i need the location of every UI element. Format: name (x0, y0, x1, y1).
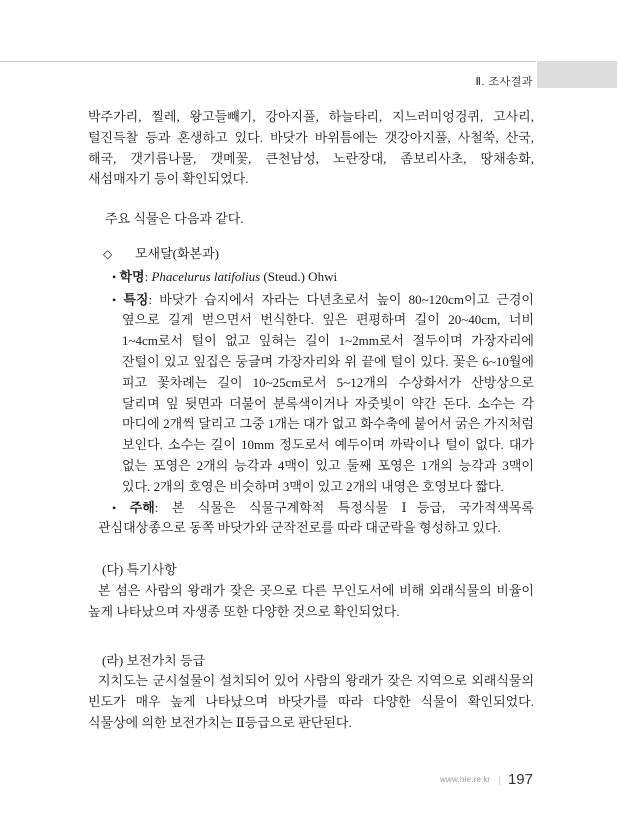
lead-sentence: 주요 식물은 다음과 같다. (105, 211, 244, 227)
section-body-da: 본 섬은 사람의 왕래가 잦은 곳으로 다른 무인도서에 비해 외래식물의 비율이 높게 나타났으며 자생종 또한 다양한 것으로 확인되었다. (88, 582, 534, 619)
scientific-name-author: (Steud.) Ohwi (260, 268, 338, 284)
note-label: 주해 (129, 499, 155, 515)
note-item (88, 498, 534, 540)
footer-separator: | (498, 774, 501, 785)
features-item (88, 290, 534, 498)
scientific-name-latin: Phacelurus latifolius (151, 268, 261, 284)
features-text: 바닷가 습지에서 자라는 다년초로서 높이 80~120cm이고 근경이 옆으로 길게 벋으면서 번식한다. 잎은 편평하며 길이 20~40cm, 너비 1~4cm로서 털이 없고 잎혀는 길이 1~2mm로서 절두이며 가장자리에 잔털이 있고 잎집은 둥글며 가장자리와 위 끝에 털이 있다. 꽃은 6~10월에 피고 꽃차례는 길이 10~25cm로서 5~12개의 수상화서가 산방상으로 달리며 잎 뒷면과 더불어 분록색이거나 자줏빛이 약간 돈다. 소수는 각 마디에 2개씩 달리고 그중 1개는 대가 없고 화수축에 붙어서 굵은 가지처럼 보인다. 소수는 길이 10mm 정도로서 예두이며 까락이나 털이 없다. 대가 없는 포영은 2개의 능각과 4맥이 있고 둘째 포영은 1개의 능각과 3맥이 있다. 2개의 호영은 비슷하며 3맥이 있고 2개의 내영은 호영보다 짧다. (122, 291, 534, 494)
page-number: 197 (507, 771, 533, 788)
header-section-tab (537, 61, 617, 88)
scientific-name-item (88, 267, 534, 288)
section-heading-da: (다) 특기사항 (102, 562, 177, 578)
footer-website: www.nie.re.kr (440, 775, 491, 784)
section-heading-ra: (라) 보전가치 등급 (102, 652, 206, 668)
intro-paragraph: 박주가리, 찔레, 왕고들빼기, 강아지풀, 하늘타리, 지느러미엉겅퀴, 고사리, 털진득찰 등과 혼생하고 있다. 바닷가 바위틈에는 갯강아지풀, 사철쑥, 산국, 해국, 갯기름나물, 갯메꽃, 큰천남성, 노란장대, 좀보리사초, 땅채송화, 새섬매자기 등이 확인되었다. (88, 109, 534, 187)
document-body (88, 107, 534, 734)
bullet-icon: • (112, 292, 117, 307)
bullet-icon: • (112, 269, 117, 284)
header-section-title: Ⅱ. 조사결과 (475, 76, 533, 88)
features-label: 특징 (123, 291, 149, 307)
page-footer (440, 771, 533, 788)
bullet-icon: • (112, 500, 117, 515)
header-rule (0, 61, 536, 62)
section-body-ra: 지치도는 군시설물이 설치되어 있어 사람의 왕래가 잦은 지역으로 외래식물의 빈도가 매우 높게 나타났으며 바닷가를 따라 다양한 식물이 확인되었다. 식물상에 의한 보전가치는 Ⅱ등급으로 판단된다. (88, 673, 534, 730)
features-colon: : (148, 291, 160, 307)
species-heading (88, 244, 534, 265)
scientific-name-label: 학명 (119, 268, 145, 284)
species-name: 모새달(화본과) (135, 245, 220, 261)
scientific-name-colon: : (144, 268, 152, 284)
diamond-bullet-icon: ◇ (103, 246, 113, 261)
note-text: 본 식물은 식물구계학적 특정식물 Ⅰ등급, 국가적색목록 관심대상종으로 동쪽 바닷가와 군작전로를 따라 대군락을 형성하고 있다. (98, 499, 534, 536)
note-colon: : (154, 499, 172, 515)
